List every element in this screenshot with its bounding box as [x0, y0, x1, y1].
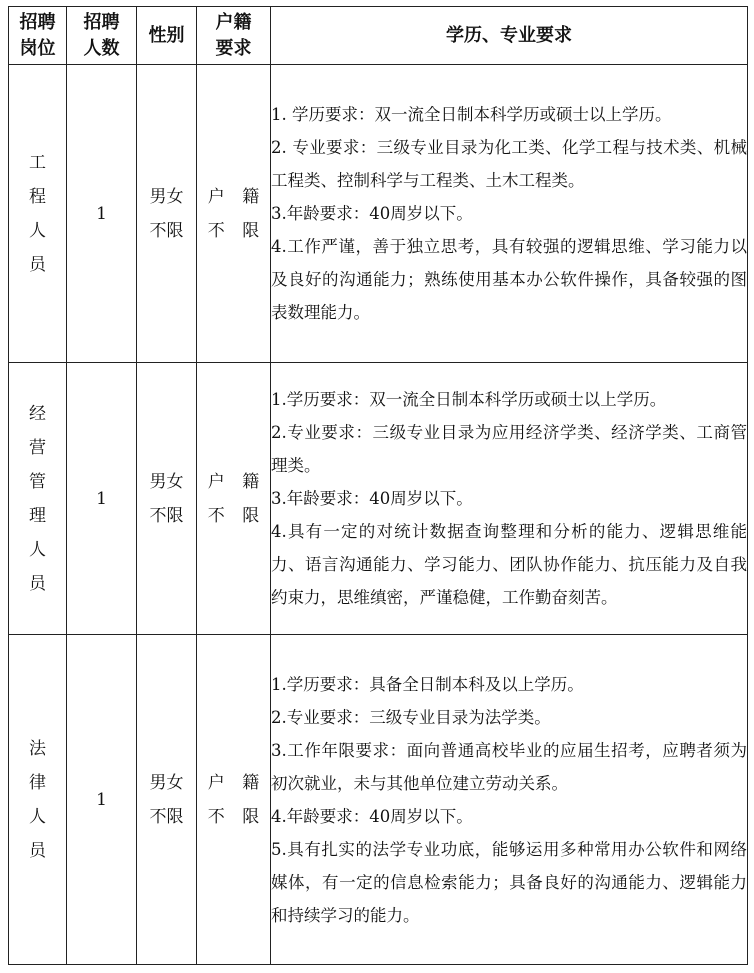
- requirement-item: 1.学历要求：双一流全日制本科学历或硕士以上学历。: [271, 390, 667, 409]
- requirement-item: 2.专业要求：三级专业目录为应用经济学类、经济学类、工商管理类。: [271, 423, 747, 475]
- requirement-item: 4.具有一定的对统计数据查询整理和分析的能力、逻辑思维能力、语言沟通能力、学习能力、团队协作能力、抗压能力及自我约束力，思维缜密，严谨稳健，工作勤奋刻苦。: [271, 522, 747, 607]
- count-cell: 1: [67, 65, 137, 363]
- table-row: [9, 65, 748, 363]
- header-hukou: 户籍 要求: [197, 7, 271, 65]
- header-position: 招聘 岗位: [9, 7, 67, 65]
- requirement-item: 3.年龄要求：40周岁以下。: [271, 489, 473, 508]
- header-requirements: 学历、专业要求: [271, 7, 748, 65]
- requirement-item: 4.年龄要求：40周岁以下。: [271, 806, 473, 826]
- hukou-cell: 户 籍 不 限: [197, 635, 271, 965]
- gender-cell: 男女 不限: [137, 635, 197, 965]
- requirement-item: 4.工作严谨，善于独立思考，具有较强的逻辑思维、学习能力以及良好的沟通能力；熟练使用基本办公软件操作，具备较强的图表数理能力。: [271, 237, 747, 322]
- requirement-item: 3.工作年限要求：面向普通高校毕业的应届生招考，应聘者须为初次就业，未与其他单位建立劳动关系。: [271, 740, 747, 793]
- header-count: 招聘 人数: [67, 7, 137, 65]
- requirement-item: 1.学历要求：具备全日制本科及以上学历。: [271, 674, 584, 694]
- requirement-item: 3.年龄要求：40周岁以下。: [271, 204, 473, 223]
- position-cell: 经 营 管 理 人 员: [9, 363, 67, 635]
- position-cell: 法 律 人 员: [9, 635, 67, 965]
- hukou-cell: 户 籍 不 限: [197, 363, 271, 635]
- header-gender: 性别: [137, 7, 197, 65]
- count-cell: 1: [67, 635, 137, 965]
- count-cell: 1: [67, 363, 137, 635]
- requirements-cell: [271, 65, 748, 363]
- gender-cell: 男女 不限: [137, 65, 197, 363]
- gender-cell: 男女 不限: [137, 363, 197, 635]
- table-row: [9, 363, 748, 635]
- requirements-cell: [271, 363, 748, 635]
- requirement-item: 1. 学历要求：双一流全日制本科学历或硕士以上学历。: [271, 105, 672, 124]
- hukou-cell: 户 籍 不 限: [197, 65, 271, 363]
- requirement-item: 5.具有扎实的法学专业功底，能够运用多种常用办公软件和网络媒体，有一定的信息检索能力；具备良好的沟通能力、逻辑能力和持续学习的能力。: [271, 839, 747, 925]
- recruitment-table: [8, 6, 748, 965]
- requirements-cell: [271, 635, 748, 965]
- requirement-item: 2.专业要求：三级专业目录为法学类。: [271, 707, 551, 727]
- requirement-item: 2. 专业要求：三级专业目录为化工类、化学工程与技术类、机械工程类、控制科学与工程类、土木工程类。: [271, 138, 747, 190]
- table-row: [9, 635, 748, 965]
- header-row: [9, 7, 748, 65]
- position-cell: 工 程 人 员: [9, 65, 67, 363]
